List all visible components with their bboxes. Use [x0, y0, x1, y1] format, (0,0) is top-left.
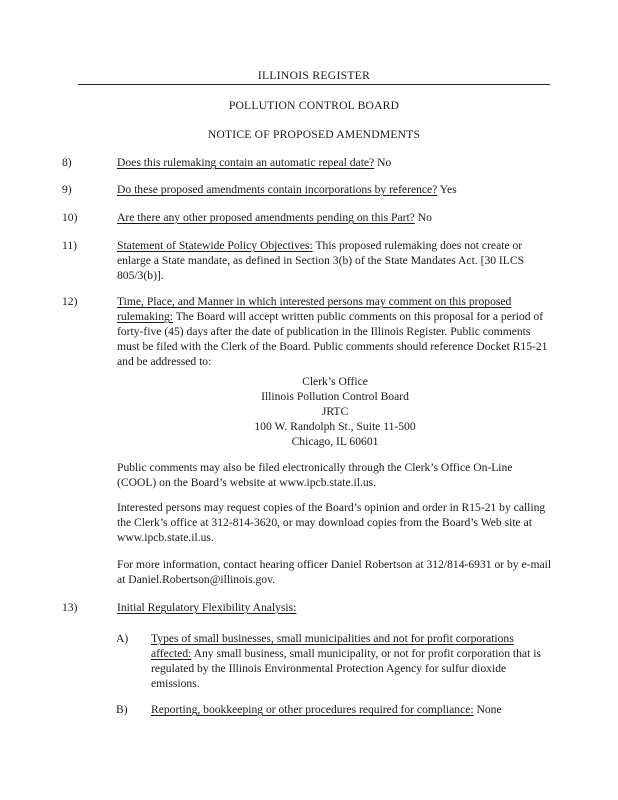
item-12-heading: Time, Place, and Manner in which interested persons may comment on this proposed rulemaking:	[117, 295, 512, 323]
item-13-a	[151, 631, 551, 691]
address-line-5: Chicago, IL 60601	[291, 435, 379, 448]
item-13-a-text: Any small business, small municipality, or not for profit corporation that is regulated by the Illinois Environmental Protection Agency for sulfur dioxide emissions.	[151, 647, 541, 690]
board-title: POLLUTION CONTROL BOARD	[228, 99, 400, 112]
item-11	[117, 238, 553, 283]
item-13-a-letter: A)	[116, 632, 129, 645]
item-8-number: 8)	[62, 156, 72, 169]
item-8-question: Does this rulemaking contain an automatic repeal date?	[117, 156, 375, 169]
item-13-b-text: None	[473, 703, 502, 716]
electronic-filing-paragraph: Public comments may also be filed electronically through the Clerk’s Office On-Line (COOL) on the Board’s website at www.ipcb.state.il.us.	[117, 461, 513, 489]
item-13-number: 13)	[62, 601, 78, 614]
item-10-number: 10)	[62, 211, 78, 224]
item-9	[117, 182, 553, 197]
item-12-number: 12)	[62, 295, 78, 308]
item-12	[117, 294, 553, 369]
item-9-question: Do these proposed amendments contain incorporations by reference?	[117, 183, 438, 196]
item-13	[117, 600, 553, 615]
item-13-b-heading: Reporting, bookkeeping or other procedures required for compliance:	[151, 703, 474, 716]
address-line-1: Clerk’s Office	[302, 375, 368, 388]
contact-paragraph: For more information, contact hearing officer Daniel Robertson at 312/814-6931 or by e-mail at Daniel.Robertson@illinois.gov.	[117, 558, 552, 586]
item-10	[117, 210, 553, 225]
item-11-number: 11)	[62, 239, 78, 252]
item-10-question: Are there any other proposed amendments pending on this Part?	[117, 211, 415, 224]
item-13-b	[151, 702, 551, 717]
item-8	[117, 155, 553, 170]
item-13-heading: Initial Regulatory Flexibility Analysis:	[117, 601, 297, 614]
address-line-4: 100 W. Randolph St., Suite 11-500	[254, 420, 416, 433]
address-line-2: Illinois Pollution Control Board	[261, 390, 409, 403]
item-13-b-letter: B)	[116, 703, 128, 716]
address-block	[117, 374, 553, 449]
item-11-text: This proposed rulemaking does not create or enlarge a State mandate, as defined in Section 3(b) of the State Mandates Act. [30 ILCS 805/3(b)].	[117, 239, 525, 282]
item-9-answer: Yes	[437, 183, 457, 196]
register-header: ILLINOIS REGISTER	[78, 68, 550, 85]
item-10-answer: No	[414, 211, 432, 224]
item-9-number: 9)	[62, 183, 72, 196]
address-line-3: JRTC	[321, 405, 349, 418]
item-8-answer: No	[374, 156, 392, 169]
notice-title: NOTICE OF PROPOSED AMENDMENTS	[207, 128, 421, 141]
item-13-a-heading: Types of small businesses, small municipalities and not for profit corporations affected:	[151, 632, 514, 660]
item-11-heading: Statement of Statewide Policy Objectives:	[117, 239, 313, 252]
copies-paragraph: Interested persons may request copies of the Board’s opinion and order in R15-21 by calling the Clerk’s office at 312-814-3620, or may download copies from the Board’s Web site at www.ipcb.state.il.us.	[117, 501, 546, 544]
item-12-text: The Board will accept written public comments on this proposal for a period of forty-five (45) days after the date of publication in the Illinois Register. Public comments must be filed with the Clerk of the Board. Public comments should reference Docket R15-21 and be addressed to:	[117, 310, 548, 368]
